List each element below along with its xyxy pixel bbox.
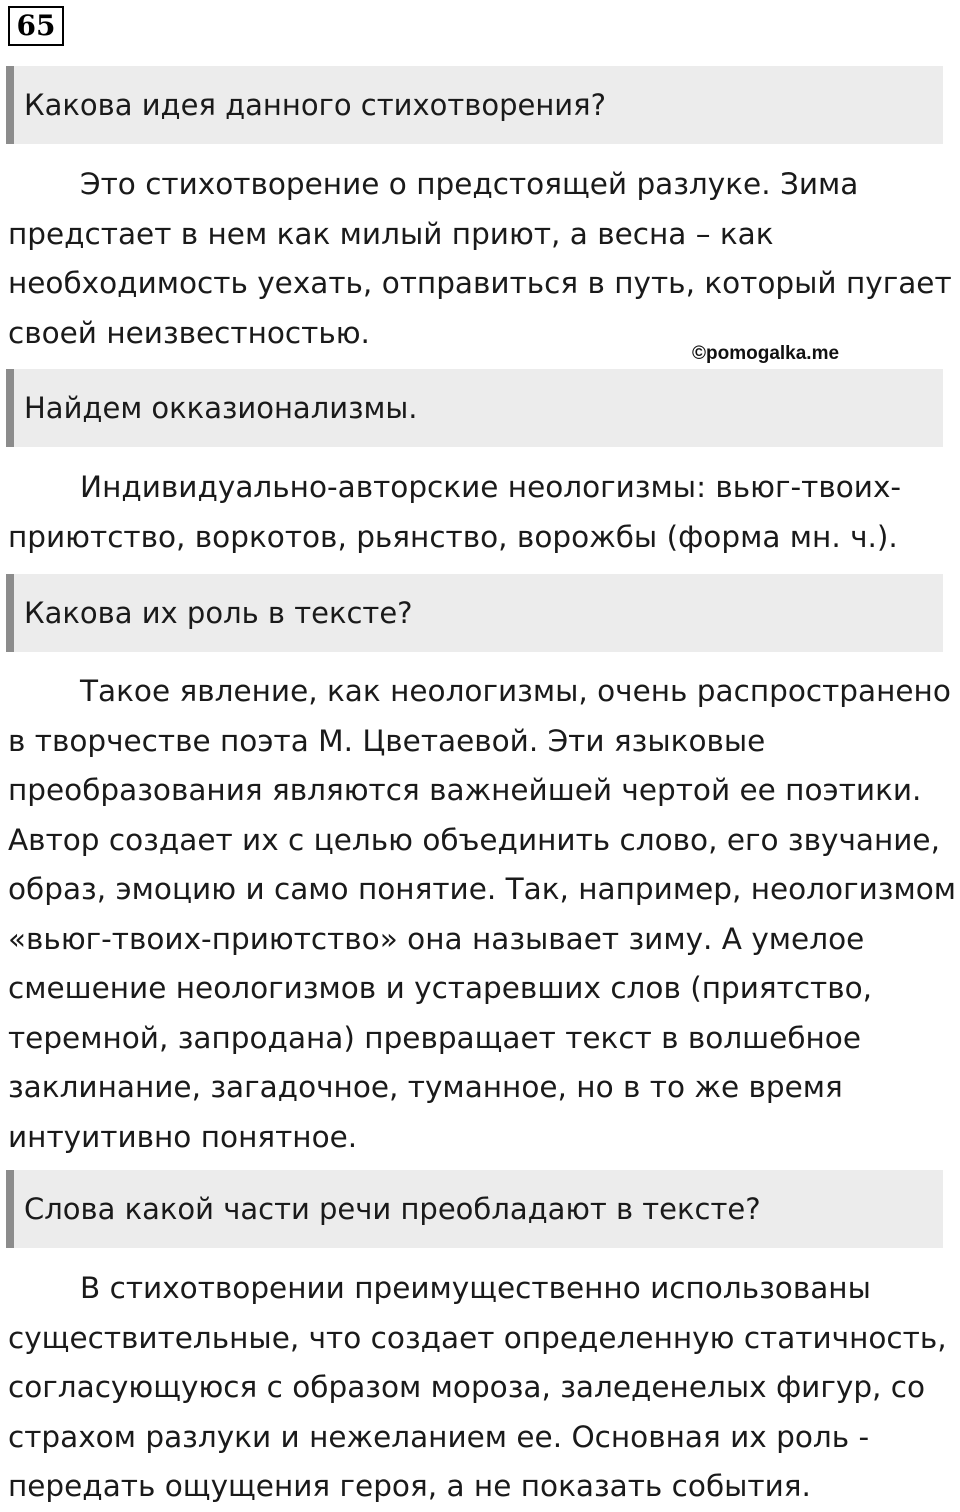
question-box-idea (6, 66, 943, 144)
page-number-badge: 65 (8, 6, 64, 46)
answer-paragraph-role: Такое явление, как неологизмы, очень распространено в творчестве поэта М. Цветаевой. Эти языковые преобразования являются важнейшей чертой ее поэтики. Автор создает их с целью объединить слово, его звучание, образ, эмоцию и само понятие. Так, например, неологизмом «вьюг-твоих-приютство» она называет зиму. А умелое смешение неологизмов и устаревших слов (приятство, теремной, запродана) превращает текст в волшебное заклинание, загадочное, туманное, но в то же время интуитивно понятное. (8, 674, 957, 1154)
question-text: Слова какой части речи преобладают в тексте? (24, 1192, 761, 1226)
answer-paragraph-idea: Это стихотворение о предстоящей разлуке. Зима предстает в нем как милый приют, а весна – как необходимость уехать, отправиться в путь, который пугает своей неизвестностью. (8, 167, 952, 350)
question-text: Какова их роль в тексте? (24, 596, 413, 630)
answer-paragraph-occasionalisms: Индивидуально-авторские неологизмы: вьюг-твоих-приютство, воркотов, рьянство, ворожбы (форма мн. ч.). (8, 470, 902, 554)
question-box-role (6, 574, 943, 652)
answer-paragraph-parts-of-speech: В стихотворении преимущественно использованы существительные, что создает определенную статичность, согласующуюся с образом мороза, заледенелых фигур, со страхом разлуки и нежеланием ее. Основная их роль - передать ощущения героя, а не показать события. (8, 1271, 947, 1503)
question-text: Какова идея данного стихотворения? (24, 88, 606, 122)
watermark: ©pomogalka.me (692, 343, 840, 364)
question-box-parts-of-speech (6, 1170, 943, 1248)
question-box-occasionalisms (6, 369, 943, 447)
question-text: Найдем окказионализмы. (24, 391, 418, 425)
